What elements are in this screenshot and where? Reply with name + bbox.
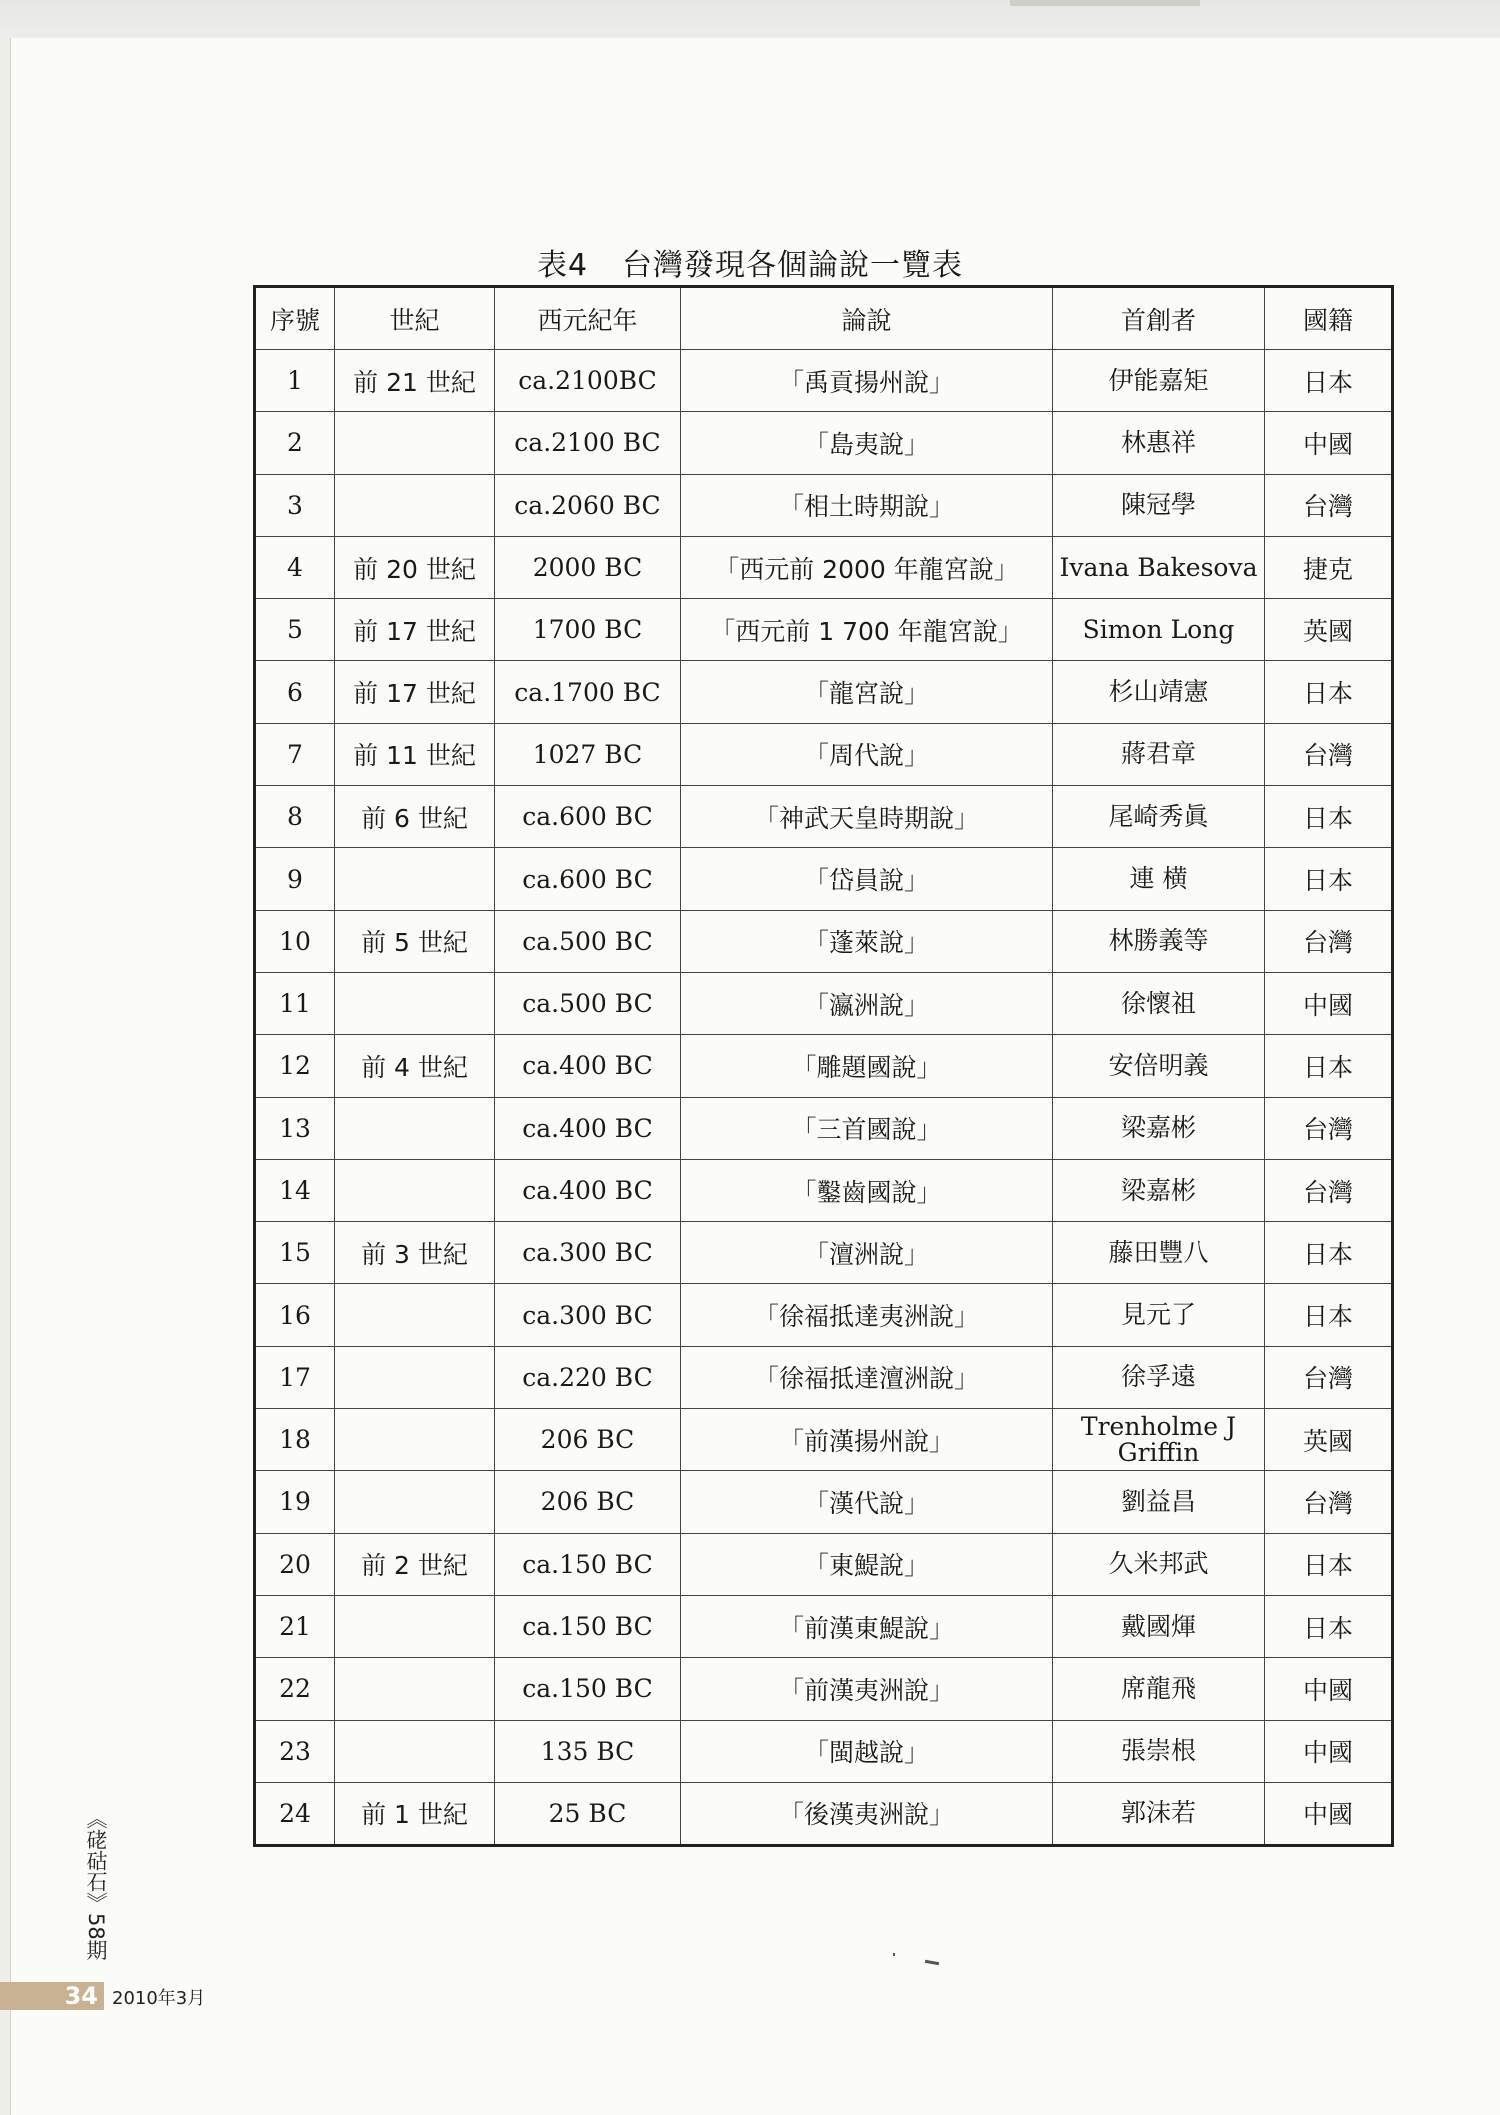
cell-founder: 連 横	[1053, 848, 1265, 910]
cell-founder: 尾崎秀眞	[1053, 786, 1265, 848]
cell-theory: 「澶洲說」	[681, 1222, 1053, 1284]
cell-century: 前 3 世紀	[335, 1222, 495, 1284]
cell-year: ca.300 BC	[495, 1222, 681, 1284]
cell-founder: 見元了	[1053, 1284, 1265, 1346]
cell-theory: 「閩越說」	[681, 1720, 1053, 1782]
cell-founder: 梁嘉彬	[1053, 1097, 1265, 1159]
cell-country: 台灣	[1265, 1097, 1393, 1159]
cell-theory: 「後漢夷洲說」	[681, 1782, 1053, 1845]
table-row	[255, 536, 1393, 598]
cell-founder: 林勝義等	[1053, 910, 1265, 972]
cell-theory: 「瀛洲說」	[681, 972, 1053, 1034]
table-row	[255, 1284, 1393, 1346]
cell-country: 英國	[1265, 599, 1393, 661]
cell-no: 2	[255, 412, 335, 474]
cell-century: 前 4 世紀	[335, 1035, 495, 1097]
cell-year: ca.600 BC	[495, 848, 681, 910]
cell-year: ca.600 BC	[495, 786, 681, 848]
cell-theory: 「徐福抵達澶洲說」	[681, 1346, 1053, 1408]
cell-founder: 安倍明義	[1053, 1035, 1265, 1097]
table-row	[255, 1409, 1393, 1471]
table-row	[255, 1222, 1393, 1284]
cell-century: 前 5 世紀	[335, 910, 495, 972]
cell-century: 前 17 世紀	[335, 599, 495, 661]
cell-country: 日本	[1265, 848, 1393, 910]
cell-no: 17	[255, 1346, 335, 1408]
cell-no: 6	[255, 661, 335, 723]
cell-theory: 「神武天皇時期說」	[681, 786, 1053, 848]
cell-century	[335, 1471, 495, 1533]
cell-founder: 徐孚遠	[1053, 1346, 1265, 1408]
cell-founder: 蔣君章	[1053, 723, 1265, 785]
cell-country: 台灣	[1265, 1346, 1393, 1408]
cell-country: 中國	[1265, 1782, 1393, 1845]
cell-century: 前 2 世紀	[335, 1533, 495, 1595]
cell-founder: 張崇根	[1053, 1720, 1265, 1782]
cell-year: ca.400 BC	[495, 1097, 681, 1159]
cell-year: ca.2100BC	[495, 350, 681, 412]
cell-founder: 杉山靖憲	[1053, 661, 1265, 723]
cell-century	[335, 1409, 495, 1471]
cell-no: 13	[255, 1097, 335, 1159]
cell-no: 11	[255, 972, 335, 1034]
cell-country: 台灣	[1265, 1159, 1393, 1221]
cell-founder: 劉益昌	[1053, 1471, 1265, 1533]
cell-no: 15	[255, 1222, 335, 1284]
cell-century	[335, 1595, 495, 1657]
cell-year: ca.150 BC	[495, 1595, 681, 1657]
cell-century: 前 20 世紀	[335, 536, 495, 598]
cell-century	[335, 1658, 495, 1720]
cell-no: 16	[255, 1284, 335, 1346]
cell-century: 前 11 世紀	[335, 723, 495, 785]
cell-founder: 林惠祥	[1053, 412, 1265, 474]
cell-no: 14	[255, 1159, 335, 1221]
cell-theory: 「西元前 2000 年龍宮說」	[681, 536, 1053, 598]
cell-year: ca.1700 BC	[495, 661, 681, 723]
cell-no: 18	[255, 1409, 335, 1471]
cell-theory: 「禹貢揚州說」	[681, 350, 1053, 412]
cell-no: 4	[255, 536, 335, 598]
cell-theory: 「西元前 1 700 年龍宮說」	[681, 599, 1053, 661]
header-no: 序號	[255, 287, 335, 350]
cell-theory: 「前漢揚州說」	[681, 1409, 1053, 1471]
cell-year: ca.150 BC	[495, 1533, 681, 1595]
cell-country: 日本	[1265, 1035, 1393, 1097]
cell-year: ca.300 BC	[495, 1284, 681, 1346]
cell-country: 中國	[1265, 1658, 1393, 1720]
cell-no: 7	[255, 723, 335, 785]
table-row	[255, 972, 1393, 1034]
cell-century	[335, 848, 495, 910]
table-row	[255, 848, 1393, 910]
table-row	[255, 1782, 1393, 1845]
cell-theory: 「龍宮說」	[681, 661, 1053, 723]
cell-no: 3	[255, 474, 335, 536]
cell-century	[335, 1159, 495, 1221]
cell-year: ca.500 BC	[495, 972, 681, 1034]
cell-no: 24	[255, 1782, 335, 1845]
cell-year: ca.150 BC	[495, 1658, 681, 1720]
header-year: 西元紀年	[495, 287, 681, 350]
cell-no: 9	[255, 848, 335, 910]
cell-country: 台灣	[1265, 910, 1393, 972]
cell-theory: 「雕題國說」	[681, 1035, 1053, 1097]
cell-country: 捷克	[1265, 536, 1393, 598]
table-row	[255, 1159, 1393, 1221]
cell-no: 19	[255, 1471, 335, 1533]
cell-century: 前 17 世紀	[335, 661, 495, 723]
cell-theory: 「前漢東鯷說」	[681, 1595, 1053, 1657]
table-number: 表4	[536, 248, 589, 283]
table-row	[255, 786, 1393, 848]
cell-founder: 藤田豐八	[1053, 1222, 1265, 1284]
table-row	[255, 350, 1393, 412]
cell-founder: 梁嘉彬	[1053, 1159, 1265, 1221]
cell-theory: 「相土時期說」	[681, 474, 1053, 536]
cell-year: 1027 BC	[495, 723, 681, 785]
cell-century	[335, 474, 495, 536]
magazine-issue-label: 《硓𥑮石》58期	[84, 1808, 108, 1961]
cell-country: 台灣	[1265, 723, 1393, 785]
cell-theory: 「三首國說」	[681, 1097, 1053, 1159]
table-row	[255, 1658, 1393, 1720]
header-country: 國籍	[1265, 287, 1393, 350]
cell-year: ca.400 BC	[495, 1035, 681, 1097]
cell-country: 中國	[1265, 412, 1393, 474]
cell-theory: 「岱員說」	[681, 848, 1053, 910]
cell-year: ca.220 BC	[495, 1346, 681, 1408]
scan-top-edge	[0, 0, 1500, 38]
table-row	[255, 661, 1393, 723]
cell-theory: 「東鯷說」	[681, 1533, 1053, 1595]
cell-founder: 席龍飛	[1053, 1658, 1265, 1720]
theory-table	[253, 285, 1394, 1847]
cell-country: 英國	[1265, 1409, 1393, 1471]
header-century: 世紀	[335, 287, 495, 350]
cell-century	[335, 972, 495, 1034]
cell-century	[335, 1346, 495, 1408]
cell-founder: 伊能嘉矩	[1053, 350, 1265, 412]
table-row	[255, 1533, 1393, 1595]
cell-century	[335, 412, 495, 474]
cell-country: 日本	[1265, 1284, 1393, 1346]
header-founder: 首創者	[1053, 287, 1265, 350]
cell-year: ca.2100 BC	[495, 412, 681, 474]
cell-no: 1	[255, 350, 335, 412]
cell-no: 5	[255, 599, 335, 661]
cell-theory: 「前漢夷洲說」	[681, 1658, 1053, 1720]
cell-century: 前 6 世紀	[335, 786, 495, 848]
cell-founder: Simon Long	[1053, 599, 1265, 661]
cell-country: 日本	[1265, 661, 1393, 723]
cell-theory: 「島夷說」	[681, 412, 1053, 474]
cell-founder: 徐懷祖	[1053, 972, 1265, 1034]
cell-year: 1700 BC	[495, 599, 681, 661]
cell-country: 中國	[1265, 972, 1393, 1034]
cell-founder: 陳冠學	[1053, 474, 1265, 536]
cell-year: 206 BC	[495, 1409, 681, 1471]
header-theory: 論說	[681, 287, 1053, 350]
cell-country: 日本	[1265, 786, 1393, 848]
cell-country: 日本	[1265, 1222, 1393, 1284]
scan-speck	[893, 1953, 895, 1956]
cell-century: 前 21 世紀	[335, 350, 495, 412]
cell-country: 日本	[1265, 1533, 1393, 1595]
issue-date: 2010年3月	[112, 1988, 206, 2009]
cell-century: 前 1 世紀	[335, 1782, 495, 1845]
table-body	[255, 350, 1393, 1846]
table-row	[255, 1346, 1393, 1408]
cell-year: ca.400 BC	[495, 1159, 681, 1221]
cell-country: 台灣	[1265, 1471, 1393, 1533]
table-row	[255, 1595, 1393, 1657]
table-caption: 台灣發現各個論說一覽表	[622, 248, 964, 283]
cell-country: 日本	[1265, 1595, 1393, 1657]
cell-theory: 「鑿齒國說」	[681, 1159, 1053, 1221]
cell-year: 135 BC	[495, 1720, 681, 1782]
cell-founder: Ivana Bakesova	[1053, 536, 1265, 598]
cell-year: ca.500 BC	[495, 910, 681, 972]
cell-no: 21	[255, 1595, 335, 1657]
scan-top-mark	[1010, 0, 1200, 6]
cell-year: ca.2060 BC	[495, 474, 681, 536]
cell-theory: 「漢代說」	[681, 1471, 1053, 1533]
table-row	[255, 474, 1393, 536]
cell-founder: 久米邦武	[1053, 1533, 1265, 1595]
cell-no: 12	[255, 1035, 335, 1097]
cell-country: 日本	[1265, 350, 1393, 412]
cell-year: 2000 BC	[495, 536, 681, 598]
table-row	[255, 910, 1393, 972]
cell-founder: Trenholme J Griffin	[1053, 1409, 1265, 1471]
cell-theory: 「蓬萊說」	[681, 910, 1053, 972]
cell-century	[335, 1720, 495, 1782]
cell-no: 22	[255, 1658, 335, 1720]
table-row	[255, 599, 1393, 661]
table-row	[255, 1035, 1393, 1097]
cell-country: 台灣	[1265, 474, 1393, 536]
cell-founder: 郭沫若	[1053, 1782, 1265, 1845]
cell-no: 20	[255, 1533, 335, 1595]
page-number: 34	[0, 1982, 104, 2010]
cell-no: 8	[255, 786, 335, 848]
table-row	[255, 1720, 1393, 1782]
cell-country: 中國	[1265, 1720, 1393, 1782]
cell-theory: 「周代說」	[681, 723, 1053, 785]
cell-theory: 「徐福抵達夷洲說」	[681, 1284, 1053, 1346]
cell-no: 10	[255, 910, 335, 972]
cell-founder: 戴國煇	[1053, 1595, 1265, 1657]
cell-year: 25 BC	[495, 1782, 681, 1845]
table-row	[255, 723, 1393, 785]
cell-century	[335, 1097, 495, 1159]
table-row	[255, 1471, 1393, 1533]
cell-year: 206 BC	[495, 1471, 681, 1533]
cell-century	[335, 1284, 495, 1346]
table-header-row	[255, 287, 1393, 350]
table-row	[255, 1097, 1393, 1159]
table-row	[255, 412, 1393, 474]
table-title	[0, 240, 1500, 284]
cell-no: 23	[255, 1720, 335, 1782]
